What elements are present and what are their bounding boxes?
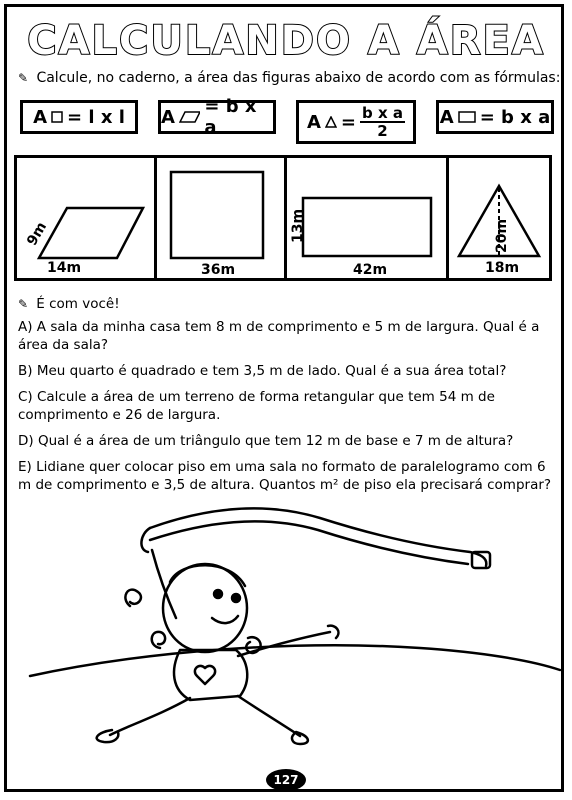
instruction-text: Calcule, no caderno, a área das figuras abaixo de acordo com as fórmulas: xyxy=(36,70,561,86)
rectangle-base-label: 42m xyxy=(353,262,388,278)
figure-triangle-cell xyxy=(449,158,549,278)
formula-parallelogram-rhs: = b x a xyxy=(204,96,257,138)
square-side-label: 36m xyxy=(201,262,236,278)
question-e: E) Lidiane quer colocar piso em uma sala no formato de paralelogramo com 6 m de comprimento e 3,5 de altura. Quantos m² de piso ela precisará comprar? xyxy=(18,459,552,493)
formula-rectangle xyxy=(436,100,554,134)
section-heading-text: É com você! xyxy=(36,296,120,312)
pencil-icon: ✎ xyxy=(18,71,29,85)
girl-illustration xyxy=(0,500,572,765)
page-title: CALCULANDO A ÁREA xyxy=(27,18,545,64)
page-number: 127 xyxy=(266,769,306,791)
formula-rectangle-rhs: = b x a xyxy=(479,106,551,128)
question-c: C) Calcule a área de um terreno de forma retangular que tem 54 m de comprimento e 26 de largura. xyxy=(18,389,495,423)
formula-triangle-lhs: A xyxy=(306,111,321,133)
figures-grid xyxy=(14,155,552,281)
parallelogram-side-label: 9m xyxy=(24,219,51,249)
parallelogram-figure xyxy=(17,158,157,278)
formula-square-lhs: A xyxy=(33,106,48,128)
formula-square xyxy=(20,100,138,134)
formula-triangle-num: b x a xyxy=(362,104,403,122)
question-b: B) Meu quarto é quadrado e tem 3,5 m de lado. Qual é a sua área total? xyxy=(18,363,507,379)
formula-square-rhs: = l x l xyxy=(67,106,125,128)
formula-parallelogram-lhs: A xyxy=(161,106,175,128)
formula-triangle-fraction xyxy=(360,105,405,139)
section-heading xyxy=(18,295,558,313)
formula-parallelogram xyxy=(158,96,276,138)
triangle-height-label: 20m xyxy=(494,218,511,254)
triangle-icon xyxy=(325,116,337,128)
figure-parallelogram-cell xyxy=(17,158,157,278)
pencil-icon: ✎ xyxy=(18,297,29,311)
parallelogram-base-label: 14m xyxy=(47,260,82,276)
figure-rectangle-cell xyxy=(287,158,449,278)
rectangle-height-label: 13m xyxy=(290,208,307,244)
formula-triangle: A = $\frac{\text{b x a}}{2}$ xyxy=(296,100,416,144)
question-a: A) A sala da minha casa tem 8 m de comprimento e 5 m de largura. Qual é a área da sala? xyxy=(18,319,540,353)
figure-square-cell xyxy=(157,158,287,278)
triangle-base-label: 18m xyxy=(485,260,520,276)
parallelogram-icon xyxy=(179,111,200,123)
rectangle-figure xyxy=(287,158,449,278)
formula-triangle-den: 2 xyxy=(377,122,388,140)
square-figure xyxy=(157,158,287,278)
question-d: D) Qual é a área de um triângulo que tem 12 m de base e 7 m de altura? xyxy=(18,433,514,449)
square-icon xyxy=(51,111,63,123)
instruction xyxy=(18,70,560,86)
rectangle-icon xyxy=(458,111,476,123)
formula-rectangle-lhs: A xyxy=(439,106,454,128)
